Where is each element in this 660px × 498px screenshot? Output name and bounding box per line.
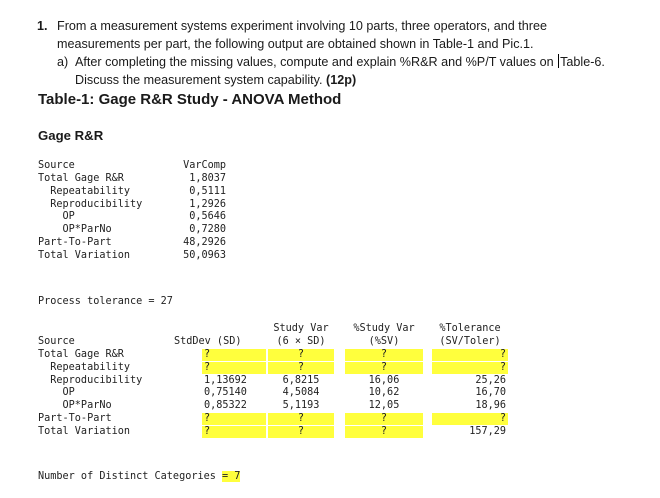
varcomp-row-value: 1,2926 [189, 198, 226, 210]
question-line-3 [75, 54, 605, 70]
study-cell-studyvar: 5,1193 [282, 400, 320, 412]
study-cell-pctsv: ? [345, 426, 423, 438]
ndc-line [38, 471, 240, 483]
varcomp-row-source: Part-To-Part [38, 237, 112, 248]
study-cell-studyvar: 4,5084 [282, 387, 320, 399]
study-row-source: Reproducibility [38, 374, 143, 386]
study-row-source: Total Variation [38, 425, 131, 437]
question-line-3-table-ref: Table-6. [560, 55, 605, 69]
question-points: (12p) [326, 73, 357, 87]
study-cell-pcttol: 18,96 [475, 400, 506, 412]
study-header-pctsv-1: %Study Var [353, 323, 415, 334]
study-header-pctsv-2: (%SV) [368, 336, 400, 347]
study-cell-stddev: 1,13692 [204, 374, 247, 386]
study-cell-pctsv: ? [345, 349, 423, 361]
varcomp-row-source: Total Variation [38, 249, 131, 261]
varcomp-row-source: Reproducibility [38, 198, 143, 210]
study-header-studyvar-1: Study Var [273, 323, 329, 334]
study-cell-studyvar: 6,8215 [282, 374, 320, 386]
varcomp-header-source: Source [38, 160, 75, 171]
question-number: 1. [37, 19, 48, 33]
process-tolerance: Process tolerance = 27 [38, 296, 173, 307]
study-cell-stddev: ? [202, 362, 266, 374]
study-cell-pcttol: 25,26 [475, 374, 506, 386]
study-cell-pcttol: ? [432, 413, 508, 425]
varcomp-row-source: OP [38, 211, 75, 223]
question-line-1: From a measurement systems experiment involving 10 parts, three operators, and three [57, 19, 547, 33]
varcomp-row-source: Total Gage R&R [38, 173, 124, 184]
study-row-source: Total Gage R&R [38, 349, 124, 360]
study-header-studyvar-2: (6 × SD) [276, 336, 326, 347]
study-cell-stddev: ? [202, 349, 266, 361]
study-cell-pcttol: 157,29 [469, 425, 506, 437]
study-cell-studyvar: ? [268, 349, 334, 361]
varcomp-row-source: OP*ParNo [38, 224, 112, 236]
study-cell-pcttol: 16,70 [475, 387, 506, 399]
study-cell-pctsv: 16,06 [368, 374, 400, 386]
study-cell-stddev: 0,75140 [204, 387, 247, 399]
varcomp-row-source: Repeatability [38, 185, 131, 197]
study-cell-studyvar: ? [268, 426, 334, 438]
study-header-pcttol-2: (SV/Toler) [439, 336, 501, 347]
varcomp-row-value: 0,5111 [189, 185, 226, 197]
study-cell-pctsv: 10,62 [368, 387, 400, 399]
study-header-stddev: StdDev (SD) [174, 336, 242, 347]
study-cell-pctsv: ? [345, 362, 423, 374]
study-header-pcttol-1: %Tolerance [439, 323, 501, 334]
ndc-label: Number of Distinct Categories [38, 471, 223, 482]
study-row-source: OP [38, 387, 75, 399]
table-title: Table-1: Gage R&R Study - ANOVA Method [38, 91, 342, 108]
study-cell-stddev: 0,85322 [204, 400, 247, 412]
study-cell-pctsv: ? [345, 413, 423, 425]
varcomp-row-value: 0,5646 [189, 211, 226, 223]
gage-rr-title: Gage R&R [38, 128, 104, 143]
study-cell-pctsv: 12,05 [368, 400, 400, 412]
study-row-source: Repeatability [38, 361, 131, 373]
varcomp-row-value: 1,8037 [189, 173, 226, 184]
question-line-4 [75, 72, 356, 88]
study-cell-pcttol: ? [432, 349, 508, 361]
study-cell-studyvar: ? [268, 362, 334, 374]
study-cell-stddev: ? [202, 413, 266, 425]
study-cell-studyvar: ? [268, 413, 334, 425]
ndc-value: = 7 [222, 471, 241, 482]
study-row-source: Part-To-Part [38, 413, 112, 424]
question-line-3-text: After completing the missing values, compute and explain %R&R and %P/T values on [75, 55, 558, 69]
varcomp-row-value: 48,2926 [183, 237, 226, 248]
study-cell-pcttol: ? [432, 362, 508, 374]
study-cell-stddev: ? [202, 426, 266, 438]
varcomp-header-value: VarComp [183, 160, 226, 171]
question-line-2: measurements per part, the following output are obtained shown in Table-1 and Pic.1. [57, 37, 534, 51]
study-header-source: Source [38, 336, 75, 347]
varcomp-row-value: 0,7280 [189, 224, 226, 236]
question-line-4-text: Discuss the measurement system capability. [75, 73, 327, 87]
varcomp-row-value: 50,0963 [183, 249, 226, 261]
study-row-source: OP*ParNo [38, 400, 112, 412]
question-part-label: a) [57, 55, 69, 69]
text-cursor [558, 54, 559, 68]
